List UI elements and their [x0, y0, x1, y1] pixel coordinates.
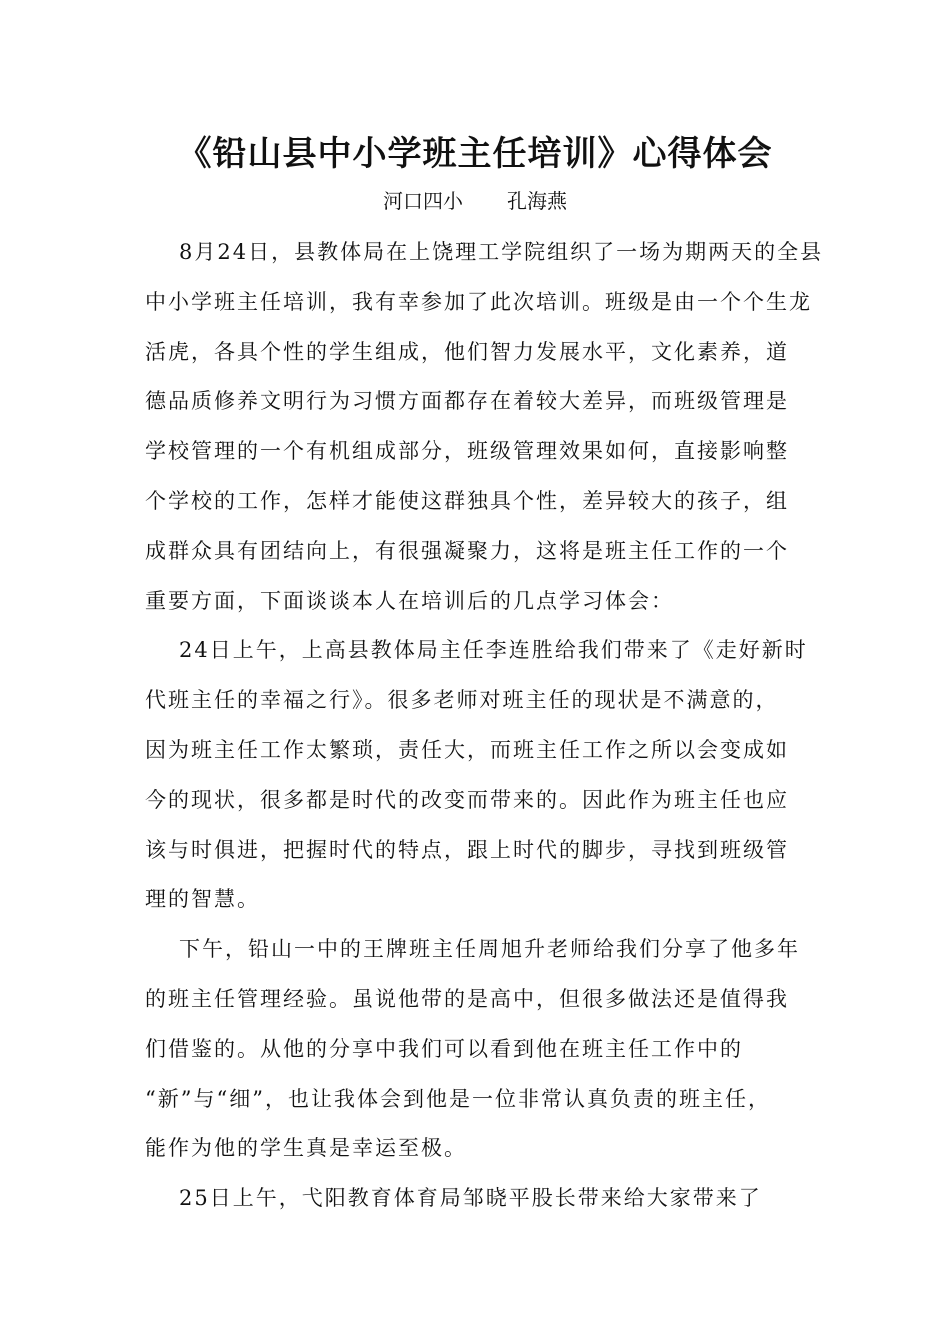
body-line: 能作为他的学生真是幸运至极。	[145, 1136, 467, 1161]
document-body	[145, 232, 825, 1228]
body-line: 重要方面，下面谈谈本人在培训后的几点学习体会：	[145, 588, 674, 613]
body-line: 下午，铅山一中的王牌班主任周旭升老师给我们分享了他多年	[179, 937, 800, 962]
body-line: 成群众具有团结向上，有很强凝聚力，这将是班主任工作的一个	[145, 538, 789, 563]
body-line: 因为班主任工作太繁琐，责任大，而班主任工作之所以会变成如	[145, 737, 789, 762]
body-line: 的班主任管理经验。虽说他带的是高中，但很多做法还是值得我	[145, 986, 789, 1011]
body-line: 该与时俱进，把握时代的特点，跟上时代的脚步，寻找到班级管	[145, 837, 789, 862]
body-line: 中小学班主任培训，我有幸参加了此次培训。班级是由一个个生龙	[145, 289, 812, 314]
author-school: 河口四小	[383, 189, 463, 213]
body-line: 25日上午，弋阳教育体育局邹晓平股长带来给大家带来了	[179, 1186, 762, 1211]
body-line: 活虎，各具个性的学生组成，他们智力发展水平，文化素养，道	[145, 339, 789, 364]
document-title: 《铅山县中小学班主任培训》心得体会	[177, 134, 773, 174]
body-line: 8月24日，县教体局在上饶理工学院组织了一场为期两天的全县	[179, 240, 824, 264]
author-byline	[0, 186, 950, 216]
body-line: 德品质修养文明行为习惯方面都存在着较大差异，而班级管理是	[145, 389, 789, 414]
body-line: “新”与“细”，也让我体会到他是一位非常认真负责的班主任，	[145, 1086, 771, 1111]
body-line: 们借鉴的。从他的分享中我们可以看到他在班主任工作中的	[145, 1036, 743, 1061]
body-line: 学校管理的一个有机组成部分，班级管理效果如何，直接影响整	[145, 439, 789, 464]
body-line: 理的智慧。	[145, 887, 260, 912]
author-name: 孔海燕	[507, 189, 567, 213]
body-line: 24日上午，上高县教体局主任李连胜给我们带来了《走好新时	[179, 638, 808, 663]
body-line: 代班主任的幸福之行》。很多老师对班主任的现状是不满意的，	[145, 688, 779, 713]
body-line: 今的现状，很多都是时代的改变而带来的。因此作为班主任也应	[145, 787, 789, 812]
body-line: 个学校的工作，怎样才能使这群独具个性，差异较大的孩子，组	[145, 488, 789, 513]
